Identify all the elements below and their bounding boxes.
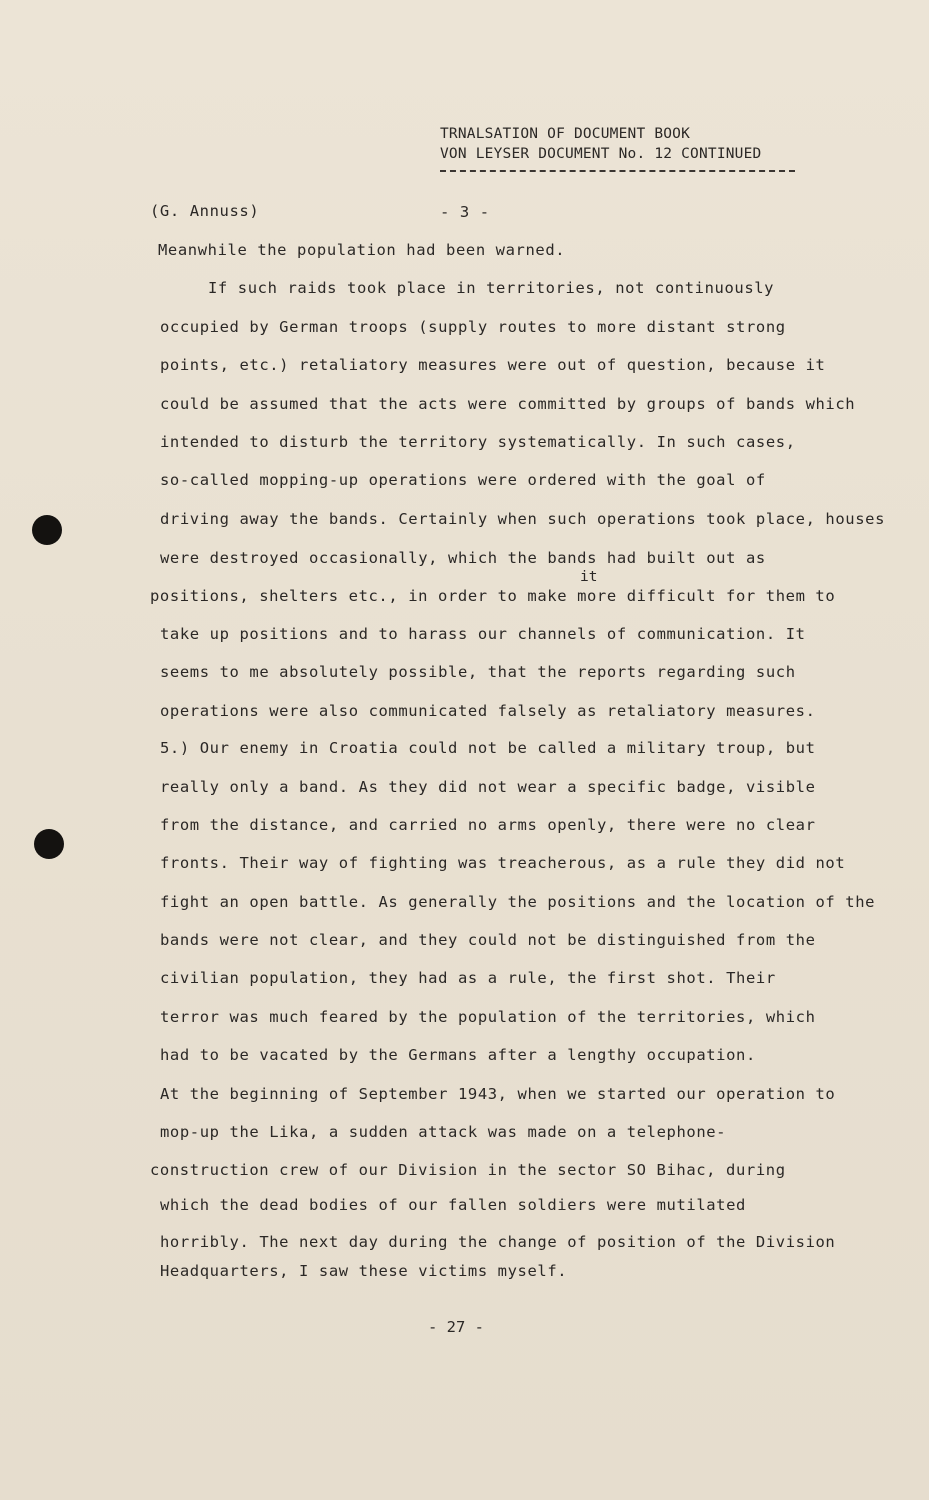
body-line: horribly. The next day during the change of position of the Division	[160, 1233, 836, 1251]
header-title: TRNALSATION OF DOCUMENT BOOK	[440, 126, 691, 142]
body-line: fight an open battle. As generally the positions and the location of the	[160, 893, 876, 911]
body-line: bands were not clear, and they could not be distinguished from the	[160, 931, 816, 949]
sheet-marker: - 3 -	[440, 203, 490, 221]
header-subtitle: VON LEYSER DOCUMENT No. 12 CONTINUED	[440, 146, 762, 162]
body-line: mop-up the Lika, a sudden attack was made on a telephone-	[160, 1123, 727, 1141]
body-line: occupied by German troops (supply routes to more distant strong	[160, 318, 786, 336]
body-line: intended to disturb the territory systematically. In such cases,	[160, 433, 796, 451]
body-line: Meanwhile the population had been warned.	[158, 241, 566, 259]
body-line: had to be vacated by the Germans after a lengthy occupation.	[160, 1046, 756, 1064]
header-rule	[440, 170, 795, 172]
body-line: fronts. Their way of fighting was treacherous, as a rule they did not	[160, 854, 846, 872]
body-line: points, etc.) retaliatory measures were out of question, because it	[160, 356, 826, 374]
body-line: were destroyed occasionally, which the bands had built out as	[160, 549, 766, 567]
punch-hole-bottom	[34, 829, 64, 859]
body-line: could be assumed that the acts were committed by groups of bands which	[160, 395, 856, 413]
body-line: If such raids took place in territories, not continuously	[208, 279, 775, 297]
page-number: - 27 -	[428, 1318, 484, 1336]
witness-label: (G. Annuss)	[150, 202, 260, 220]
body-line: positions, shelters etc., in order to make more difficult for them to	[150, 587, 836, 605]
body-line: construction crew of our Division in the sector SO Bihac, during	[150, 1161, 786, 1179]
body-line: driving away the bands. Certainly when such operations took place, houses	[160, 510, 886, 528]
body-line: seems to me absolutely possible, that the reports regarding such	[160, 663, 796, 681]
body-line: so-called mopping-up operations were ordered with the goal of	[160, 471, 766, 489]
body-line: 5.) Our enemy in Croatia could not be called a military troup, but	[160, 739, 816, 757]
body-line: which the dead bodies of our fallen soldiers were mutilated	[160, 1196, 746, 1214]
body-line: At the beginning of September 1943, when we started our operation to	[160, 1085, 836, 1103]
body-line: terror was much feared by the population of the territories, which	[160, 1008, 816, 1026]
body-line: civilian population, they had as a rule, the first shot. Their	[160, 969, 776, 987]
body-line: from the distance, and carried no arms openly, there were no clear	[160, 816, 816, 834]
body-line: operations were also communicated falsely as retaliatory measures.	[160, 702, 816, 720]
body-line: Headquarters, I saw these victims myself.	[160, 1262, 568, 1280]
body-line: really only a band. As they did not wear a specific badge, visible	[160, 778, 816, 796]
inserted-word: it	[580, 569, 598, 585]
body-line: take up positions and to harass our channels of communication. It	[160, 625, 806, 643]
punch-hole-top	[32, 515, 62, 545]
